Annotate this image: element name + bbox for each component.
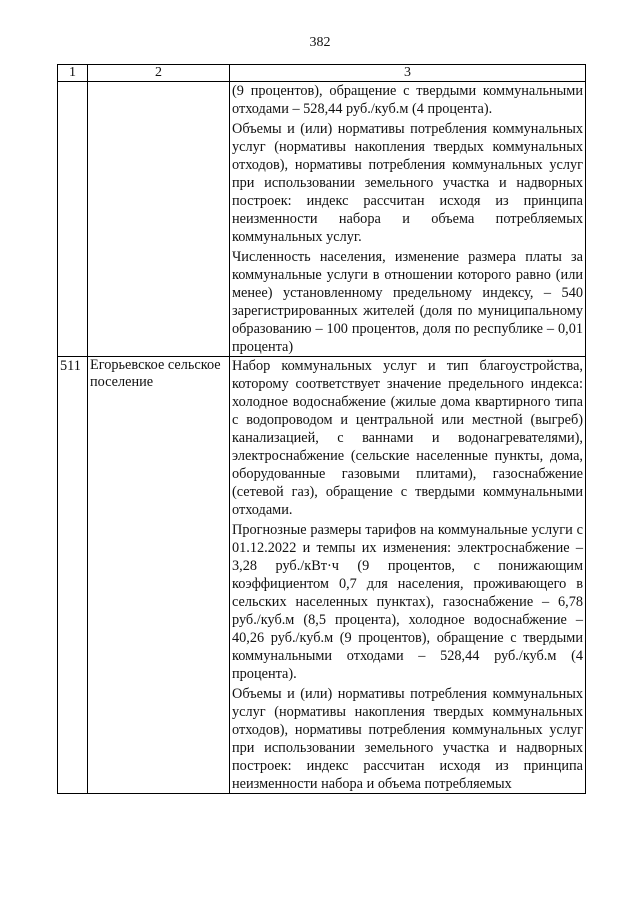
municipality-name — [88, 82, 230, 357]
table-row — [58, 357, 586, 794]
content-paragraph: Объемы и (или) нормативы потребления коммунальных услуг (нормативы накопления твердых коммунальных отходов), нормативы потребления коммунальных услуг при использовании земельного участка и надворных построек: индекс рассчитан исходя из принципа неизменности набора и объема потребляемых — [232, 686, 583, 792]
content-paragraph: Набор коммунальных услуг и тип благоустройства, которому соответствует значение предельного индекса: холодное водоснабжение (жилые дома квартирного типа с водопроводом и центральной или местной (выгреб) канализацией, с ваннами и водонагревателями), электроснабжение (сельские населенные пункты, дома, оборудованные газовыми плитами), газоснабжение (сетевой газ), обращение с твердыми коммунальными отходами. — [232, 358, 583, 518]
content-paragraph: Объемы и (или) нормативы потребления коммунальных услуг (нормативы накопления твердых коммунальных отходов), нормативы потребления коммунальных услуг при использовании земельного участка и надворных построек: индекс рассчитан исходя из принципа неизменности набора и объема потребляемых коммунальных услуг. — [232, 121, 583, 245]
table-header-row — [58, 65, 586, 82]
row-content — [230, 82, 586, 357]
content-paragraph: (9 процентов), обращение с твердыми коммунальными отходами – 528,44 руб./куб.м (4 процента). — [232, 83, 583, 117]
header-col-3: 3 — [230, 65, 586, 82]
row-number — [58, 82, 88, 357]
row-content — [230, 357, 586, 794]
municipality-name: Егорьевское сельское поселение — [88, 357, 230, 794]
tariff-table — [57, 64, 586, 794]
row-number: 511 — [58, 357, 88, 794]
page-number: 382 — [309, 35, 331, 50]
header-col-1: 1 — [58, 65, 88, 82]
table-row — [58, 82, 586, 357]
content-paragraph: Численность населения, изменение размера платы за коммунальные услуги в отношении которого равно (или менее) установленному предельному индексу, – 540 зарегистрированных жителей (доля по муниципальному образованию – 100 процентов, доля по республике – 0,01 процента) — [232, 249, 583, 355]
header-col-2: 2 — [88, 65, 230, 82]
content-paragraph: Прогнозные размеры тарифов на коммунальные услуги с 01.12.2022 и темпы их изменения: электроснабжение – 3,28 руб./кВт·ч (9 процентов, с понижающим коэффициентом 0,7 для населения, проживающего в сельских населенных пунктах), газоснабжение – 6,78 руб./куб.м (8,5 процента), холодное водоснабжение – 40,26 руб./куб.м (9 процентов), обращение с твердыми коммунальными отходами – 528,44 руб./куб.м (4 процента). — [232, 522, 583, 682]
